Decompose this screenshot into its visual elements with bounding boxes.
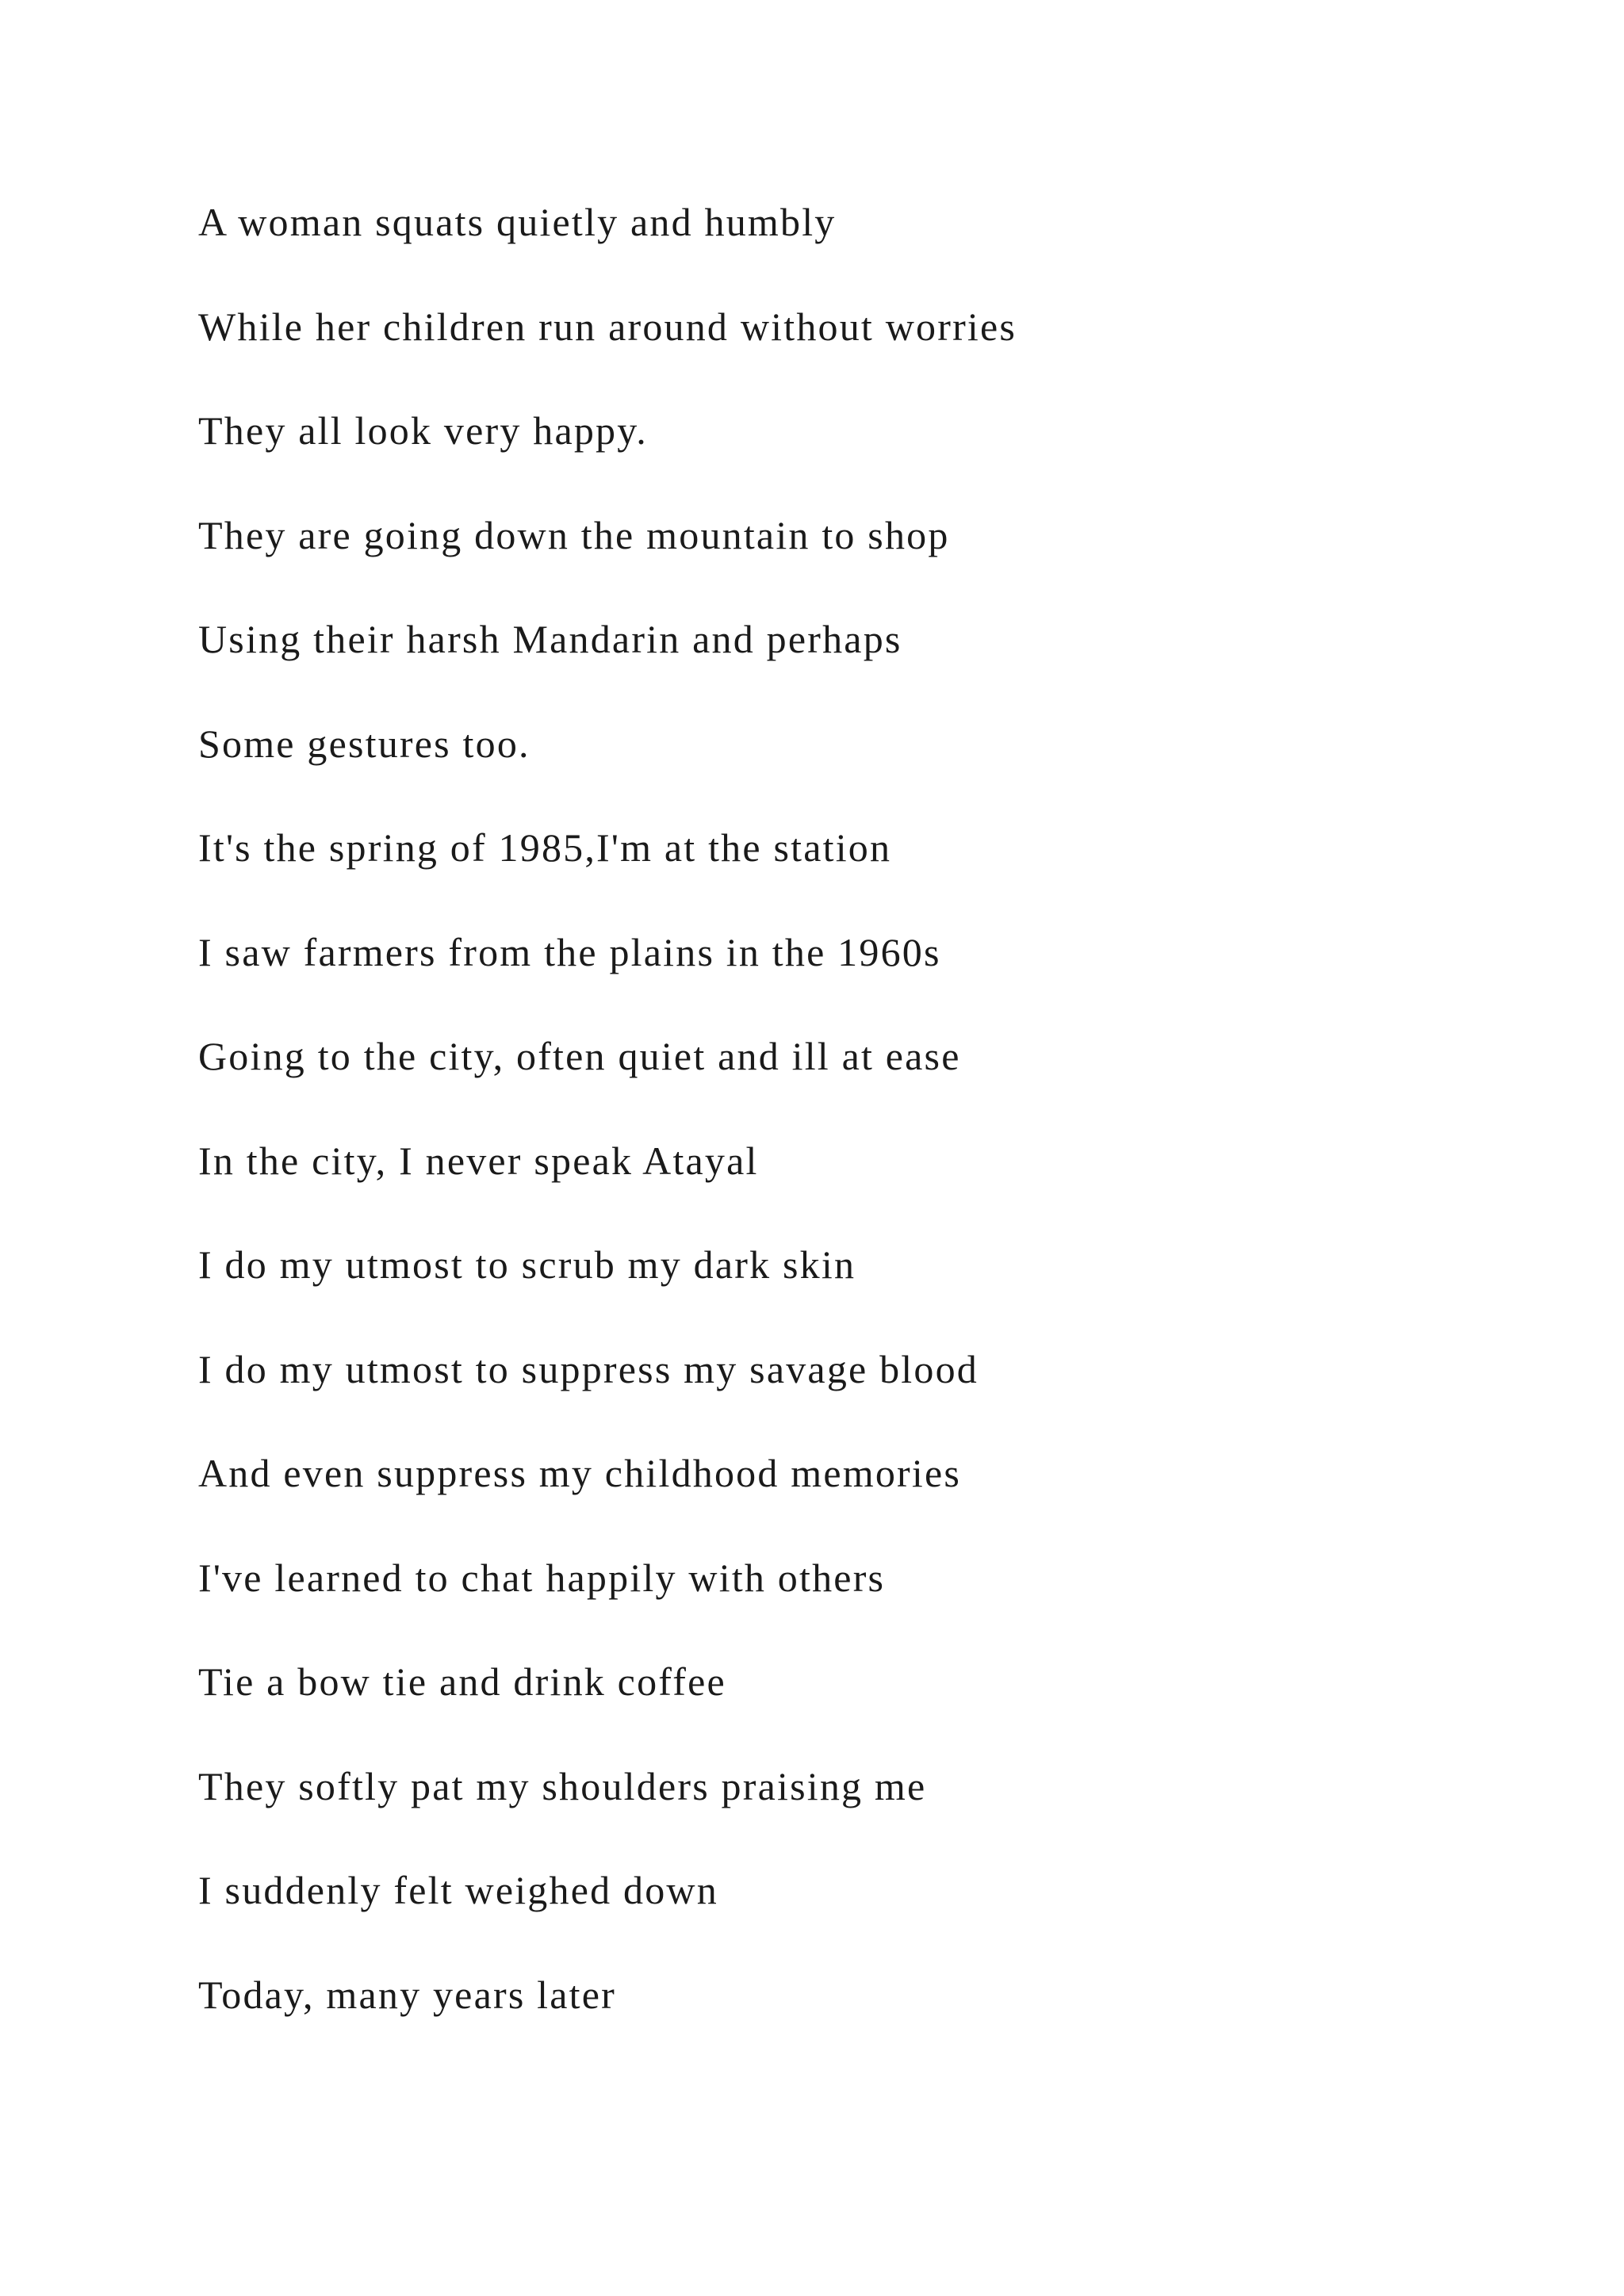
poem-line: In the city, I never speak Atayal xyxy=(198,1138,759,1183)
poem-line: And even suppress my childhood memories xyxy=(198,1451,962,1495)
poem-line: Using their harsh Mandarin and perhaps xyxy=(198,617,902,661)
poem-line: I suddenly felt weighed down xyxy=(198,1868,718,1912)
poem-line: They softly pat my shoulders praising me xyxy=(198,1763,927,1808)
poem-line: Going to the city, often quiet and ill at ease xyxy=(198,1034,961,1078)
poem-line: They all look very happy. xyxy=(198,408,648,453)
poem-line: A woman squats quietly and humbly xyxy=(198,200,837,244)
poem-line: I've learned to chat happily with others xyxy=(198,1555,886,1600)
poem-line: Today, many years later xyxy=(198,1972,616,2017)
poem-line: Tie a bow tie and drink coffee xyxy=(198,1659,726,1704)
poem-line: I do my utmost to scrub my dark skin xyxy=(198,1242,856,1287)
poem-line: While her children run around without worries xyxy=(198,304,1017,349)
poem-line: It's the spring of 1985,I'm at the station xyxy=(198,825,892,870)
poem-text xyxy=(198,198,1017,2075)
poem-line: I do my utmost to suppress my savage blood xyxy=(198,1346,979,1391)
poem-line: I saw farmers from the plains in the 1960s xyxy=(198,929,941,974)
poem-line: They are going down the mountain to shop xyxy=(198,512,950,557)
poem-line: Some gestures too. xyxy=(198,721,530,766)
